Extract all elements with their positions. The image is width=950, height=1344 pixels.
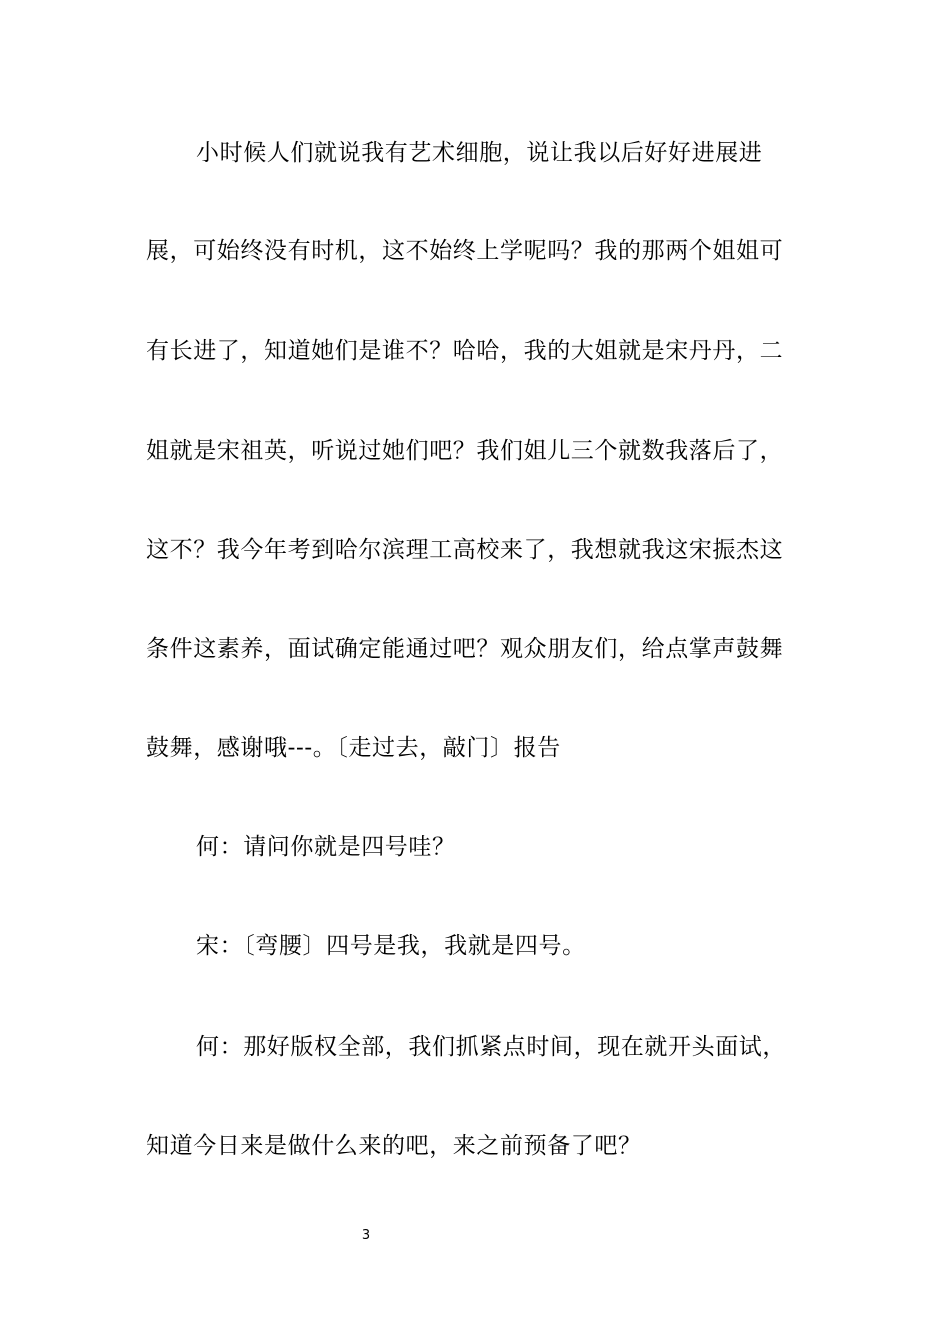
dialogue-line-he-2: 何：那好版权全部，我们抓紧点时间，现在就开头面试，	[196, 1034, 786, 1060]
paragraph-line-7: 鼓舞，感谢哦---。〔走过去，敲门〕报告	[146, 735, 561, 761]
dialogue-line-song-1: 宋：〔弯腰〕四号是我，我就是四号。	[196, 933, 586, 959]
paragraph-line-1: 小时候人们就说我有艺术细胞，说让我以后好好进展进	[196, 140, 763, 166]
paragraph-line-2: 展，可始终没有时机，这不始终上学呢吗？我的那两个姐姐可	[146, 238, 784, 264]
paragraph-line-4: 姐就是宋祖英，听说过她们吧？我们姐儿三个就数我落后了，	[146, 438, 784, 464]
dialogue-line-he-2-continued: 知道今日来是做什么来的吧，来之前预备了吧？	[146, 1133, 642, 1159]
paragraph-line-5: 这不？我今年考到哈尔滨理工高校来了，我想就我这宋振杰这	[146, 537, 784, 563]
paragraph-line-3: 有长进了，知道她们是谁不？哈哈，我的大姐就是宋丹丹，二	[146, 338, 784, 364]
paragraph-line-6: 条件这素养，面试确定能通过吧？观众朋友们，给点掌声鼓舞	[146, 636, 784, 662]
dialogue-line-he-1: 何：请问你就是四号哇？	[196, 834, 456, 860]
page-number: 3	[361, 1228, 371, 1243]
